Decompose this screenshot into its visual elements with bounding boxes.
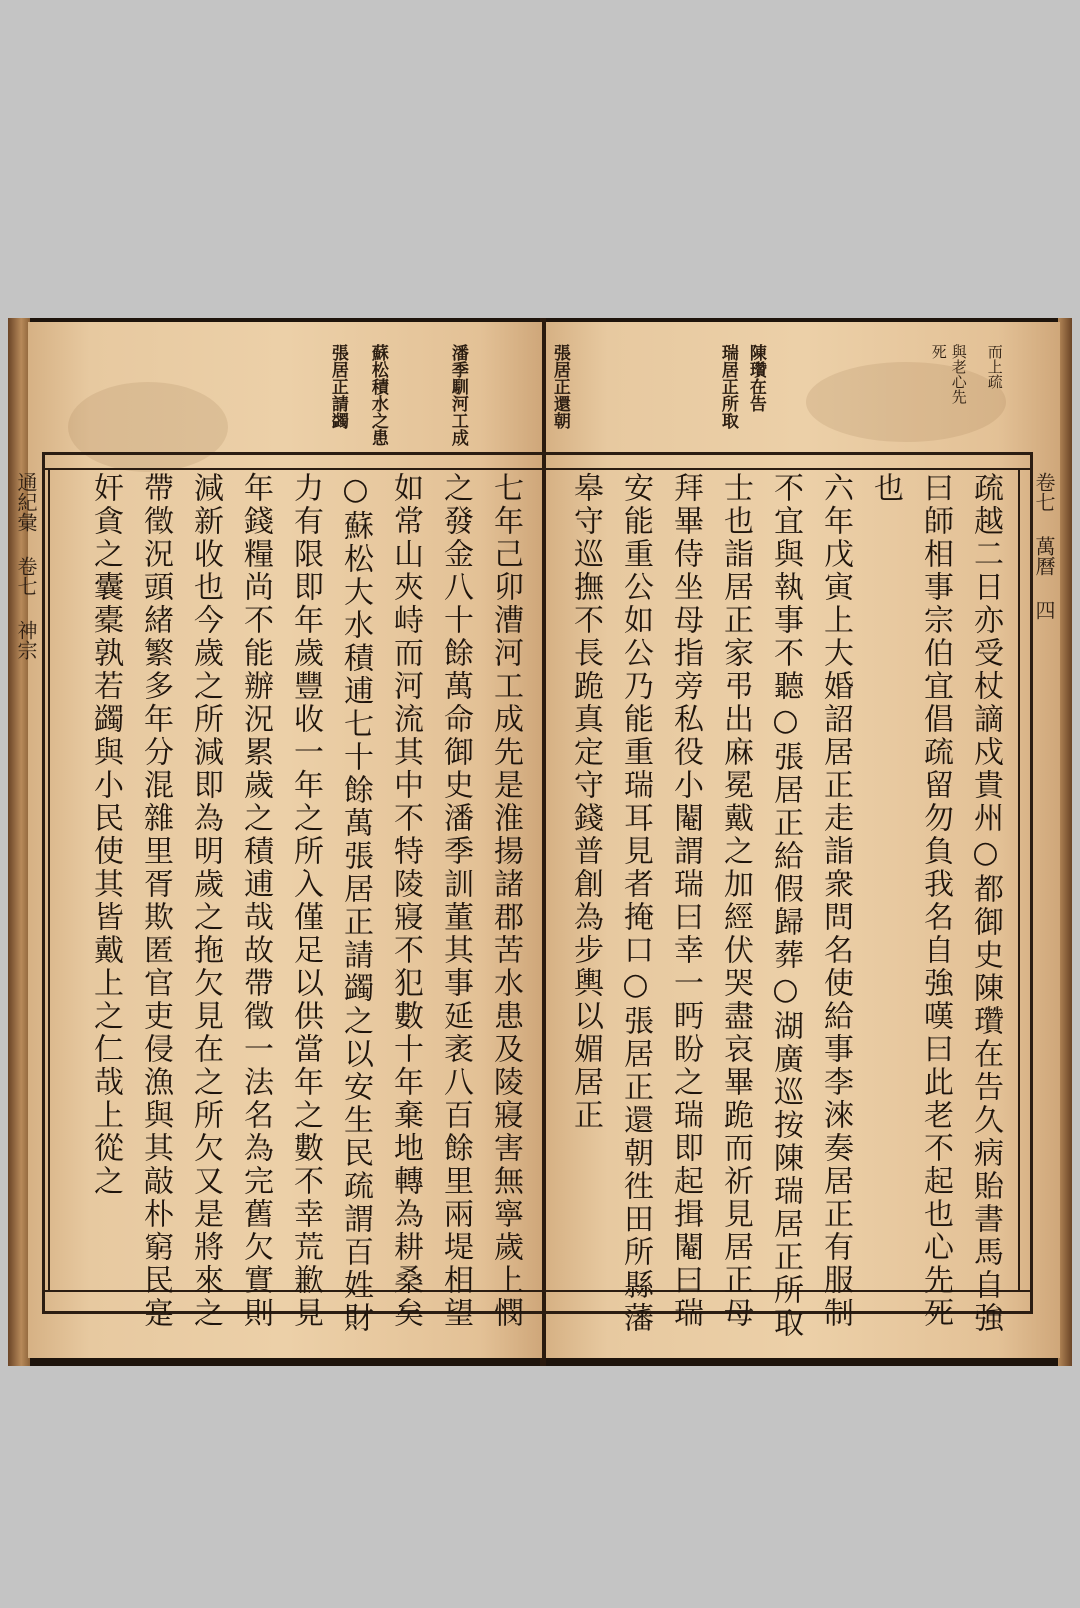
right-headnote-5: 瑞居正所取 [717,344,738,429]
right-text-column-1: 疏越二日亦受杖謫戍貴州○都御史陳瓚在告久病貽書馬自強 [968,472,1003,1335]
left-margin-label: 通紀彙 卷七 神宗 [14,472,38,660]
right-headnote-3: 死 [929,344,948,359]
right-headnote-1: 而上疏 [985,344,1004,389]
right-text-column-9: 皋守巡撫不長跪真定守錢普創為步輿以媚居正 [568,472,603,1132]
right-text-column-6: 士也詣居正家弔出麻冕戴之加經伏哭盡哀畢跪而祈見居正母 [718,472,753,1330]
left-text-column-9: 奸貪之囊橐孰若蠲與小民使其皆戴上之仁哉上從之 [88,472,123,1198]
left-text-column-4: ○蘇松大水積逋七十餘萬張居正請蠲之以安生民疏謂百姓財 [338,472,373,1335]
right-text-column-3: 也 [868,472,903,505]
right-text-column-5: 不宜與執事不聽○張居正給假歸葬○湖廣巡按陳瑞居正所取 [768,472,803,1340]
right-headnote-6: 張居正還朝 [549,344,570,429]
left-headnote-1: 潘季馴河工成 [447,344,468,446]
left-text-column-2: 之發金八十餘萬命御史潘季訓董其事延袤八百餘里兩堤相望 [438,472,473,1330]
right-headnote-2: 與老心先 [949,344,968,404]
paper-stain [806,362,1006,442]
left-text-column-7: 減新收也今歲之所減即為明歲之拖欠見在之所欠又是將來之 [188,472,223,1330]
left-inner-side-rule [48,468,50,1290]
open-book [8,318,1072,1366]
left-text-column-1: 七年己卯漕河工成先是淮揚諸郡苦水患及陵寢害無寧歲上憫 [488,472,523,1330]
right-text-column-4: 六年戊寅上大婚詔居正走詣衆問名使給事李淶奏居正有服制 [818,472,853,1330]
right-text-column-2: 曰師相事宗伯宜倡疏留勿負我名自強嘆曰此老不起也心先死 [918,472,953,1330]
left-headnote-3: 張居正請蠲 [327,344,348,429]
left-text-column-5: 力有限即年歲豐收一年之所入僅足以供當年之數不幸荒歉見 [288,472,323,1330]
right-text-column-7: 拜畢侍坐母指旁私役小閹謂瑞曰幸一眄盼之瑞即起揖閹曰瑞 [668,472,703,1330]
right-book-edge [1058,318,1072,1366]
right-page [546,322,1060,1358]
right-margin-label: 卷七 萬曆 四 [1032,472,1056,620]
left-text-column-3: 如常山夾峙而河流其中不特陵寢不犯數十年棄地轉為耕桑矣 [388,472,423,1330]
left-text-column-6: 年錢糧尚不能辦況累歲之積逋哉故帶徵一法名為完舊欠實則 [238,472,273,1330]
right-inner-side-rule [1018,468,1020,1290]
left-inner-top-rule [42,468,547,470]
left-headnote-2: 蘇松積水之患 [367,344,388,446]
left-page [14,322,542,1358]
left-text-column-8: 帶徵況頭緒繁多年分混雜里胥欺匿官吏侵漁與其敲朴窮民寔 [138,472,173,1330]
right-headnote-4: 陳瓚在告 [745,344,766,412]
right-inner-top-rule [542,468,1030,470]
right-text-column-8: 安能重公如公乃能重瑞耳見者掩口○張居正還朝徃田所縣藩 [618,472,653,1335]
